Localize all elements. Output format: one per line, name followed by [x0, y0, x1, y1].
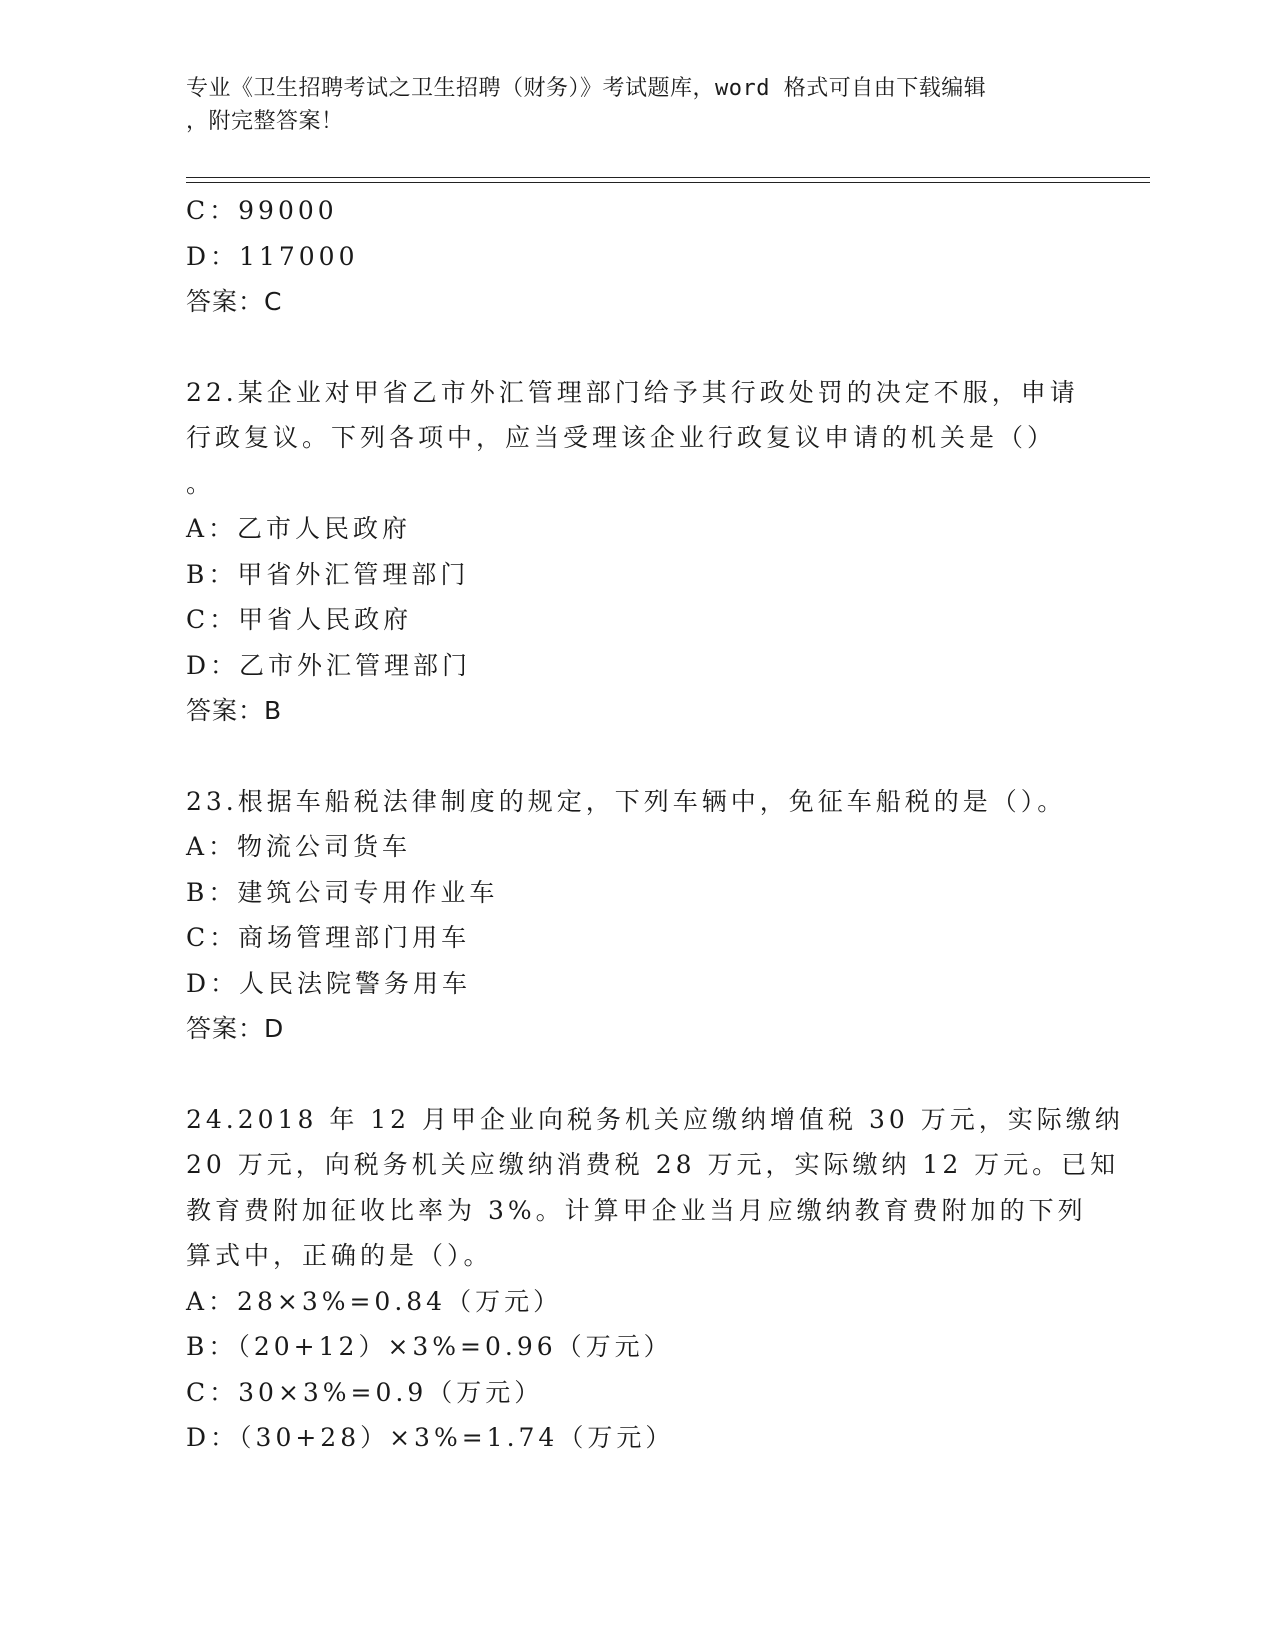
option-c: C：99000 — [186, 196, 338, 225]
option-b: B：甲省外汇管理部门 — [186, 559, 470, 589]
answer-line: 答案：D — [186, 1014, 285, 1043]
spacer — [186, 734, 1086, 779]
page-header — [186, 72, 1066, 138]
question-text-line: 22.某企业对甲省乙市外汇管理部门给予其行政处罚的决定不服，申请 — [186, 377, 1079, 407]
option-a: A：28×3%=0.84（万元） — [186, 1286, 563, 1316]
answer-line: 答案：C — [186, 287, 283, 316]
header-line-2: ，附完整答案！ — [186, 109, 344, 134]
option-c: C：甲省人民政府 — [186, 605, 413, 634]
option-b: B：（20+12）×3%=0.96（万元） — [186, 1332, 673, 1361]
option-b: B：建筑公司专用作业车 — [186, 877, 499, 907]
option-d: D：人民法院警务用车 — [186, 968, 472, 998]
spacer — [186, 1052, 1086, 1097]
option-c: C：商场管理部门用车 — [186, 923, 471, 952]
question-text-line: 行政复议。下列各项中，应当受理该企业行政复议申请的机关是（） — [186, 423, 1057, 452]
answer-line: 答案：B — [186, 696, 283, 725]
option-a: A：物流公司货车 — [186, 832, 412, 861]
question-23 — [186, 779, 1086, 1052]
option-d: D：乙市外汇管理部门 — [186, 650, 472, 680]
prev-question — [186, 188, 1086, 325]
question-text-line: 24.2018 年 12 月甲企业向税务机关应缴纳增值税 30 万元，实际缴纳 — [186, 1104, 1124, 1134]
question-text-line: 。 — [186, 468, 216, 498]
header-line-1: 专业《卫生招聘考试之卫生招聘（财务）》考试题库，word 格式可自由下载编辑 — [186, 76, 987, 101]
header-divider — [186, 177, 1150, 183]
document-body — [186, 188, 1124, 1461]
question-text-line: 20 万元，向税务机关应缴纳消费税 28 万元，实际缴纳 12 万元。已知 — [186, 1150, 1120, 1179]
question-24 — [186, 1097, 1124, 1461]
option-d: D：（30+28）×3%=1.74（万元） — [186, 1423, 675, 1452]
question-text-line: 算式中，正确的是（）。 — [186, 1241, 493, 1270]
option-a: A：乙市人民政府 — [186, 514, 412, 543]
option-c: C：30×3%=0.9（万元） — [186, 1377, 544, 1407]
question-22 — [186, 370, 1086, 734]
question-text-line: 23.根据车船税法律制度的规定，下列车辆中，免征车船税的是（）。 — [186, 786, 1067, 816]
question-text-line: 教育费附加征收比率为 3%。计算甲企业当月应缴纳教育费附加的下列 — [186, 1195, 1087, 1225]
option-d: D：117000 — [186, 241, 359, 271]
spacer — [186, 325, 1086, 370]
